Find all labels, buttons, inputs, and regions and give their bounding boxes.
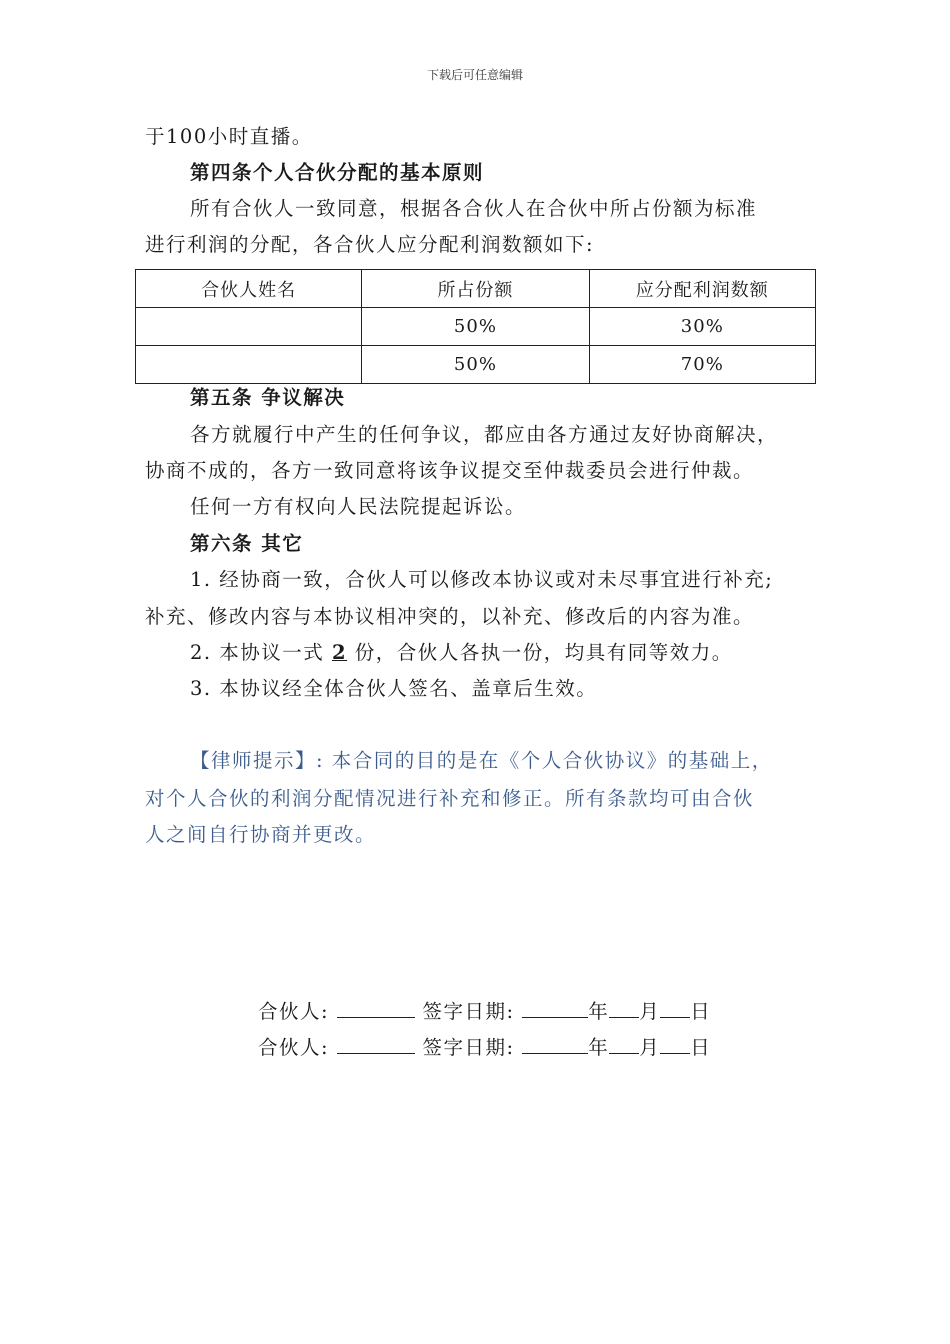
day-blank[interactable] <box>660 1035 690 1054</box>
text-segment: 2. 本协议一式 <box>190 641 333 664</box>
day-label: 日 <box>690 1000 712 1023</box>
sign-date-label: 签字日期: <box>422 1000 515 1023</box>
text-line: 进行利润的分配，各合伙人应分配利润数额如下: <box>145 233 595 256</box>
sign-date-label: 签字日期: <box>422 1036 515 1059</box>
text-line: 于100小时直播。 <box>145 125 313 148</box>
partner-name-blank[interactable] <box>337 999 415 1018</box>
text-segment: : 本合同的目的是在《个人合伙协议》的基础上， <box>316 749 773 772</box>
profit-distribution-table <box>135 269 816 384</box>
year-blank[interactable] <box>522 1035 588 1054</box>
table-cell <box>136 346 362 384</box>
table-row <box>136 346 816 384</box>
table-header-cell: 应分配利润数额 <box>589 270 815 308</box>
signature-row <box>258 1032 711 1060</box>
copies-number: 2 <box>332 641 348 664</box>
lawyer-tip-line: 对个人合伙的利润分配情况进行补充和修正。所有条款均可由合伙 <box>145 787 755 810</box>
partner-label: 合伙人: <box>258 1000 330 1023</box>
article-4-title: 第四条个人合伙分配的基本原则 <box>190 161 485 184</box>
text-line: 1. 经协商一致，合伙人可以修改本协议或对未尽事宜进行补充; <box>190 568 774 591</box>
page-header-note: 下载后可任意编辑 <box>426 68 523 82</box>
month-label: 月 <box>639 1036 661 1059</box>
partner-name-blank[interactable] <box>337 1035 415 1054</box>
text-line: 所有合伙人一致同意，根据各合伙人在合伙中所占份额为标准 <box>190 197 758 220</box>
month-blank[interactable] <box>609 999 639 1018</box>
table-cell: 50% <box>362 346 589 384</box>
lawyer-tip-line: 人之间自行协商并更改。 <box>145 823 377 846</box>
month-label: 月 <box>639 1000 661 1023</box>
table-row <box>136 308 816 346</box>
table-cell <box>136 308 362 346</box>
table-header-cell: 合伙人姓名 <box>136 270 362 308</box>
month-blank[interactable] <box>609 1035 639 1054</box>
text-line: 补充、修改内容与本协议相冲突的，以补充、修改后的内容为准。 <box>145 605 755 628</box>
text-line: 协商不成的，各方一致同意将该争议提交至仲裁委员会进行仲裁。 <box>145 459 755 482</box>
lawyer-tip-line <box>190 743 870 779</box>
text-line: 3. 本协议经全体合伙人签名、盖章后生效。 <box>190 677 598 700</box>
article-6-title: 第六条 其它 <box>190 532 304 555</box>
partner-label: 合伙人: <box>258 1036 330 1059</box>
year-label: 年 <box>588 1036 610 1059</box>
text-line <box>190 635 870 671</box>
table-header-row <box>136 270 816 308</box>
signature-row <box>258 996 711 1024</box>
table-cell: 50% <box>362 308 589 346</box>
lawyer-tip-label: 【律师提示】 <box>190 749 317 772</box>
text-line: 任何一方有权向人民法院提起诉讼。 <box>190 495 527 518</box>
day-label: 日 <box>690 1036 712 1059</box>
table-cell: 30% <box>589 308 815 346</box>
table-header-cell: 所占份额 <box>362 270 589 308</box>
text-line: 各方就履行中产生的任何争议，都应由各方通过友好协商解决， <box>190 423 779 446</box>
year-label: 年 <box>588 1000 610 1023</box>
year-blank[interactable] <box>522 999 588 1018</box>
article-5-title: 第五条 争议解决 <box>190 386 346 409</box>
table-cell: 70% <box>589 346 815 384</box>
text-segment: 份，合伙人各执一份，均具有同等效力。 <box>347 641 733 664</box>
day-blank[interactable] <box>660 999 690 1018</box>
